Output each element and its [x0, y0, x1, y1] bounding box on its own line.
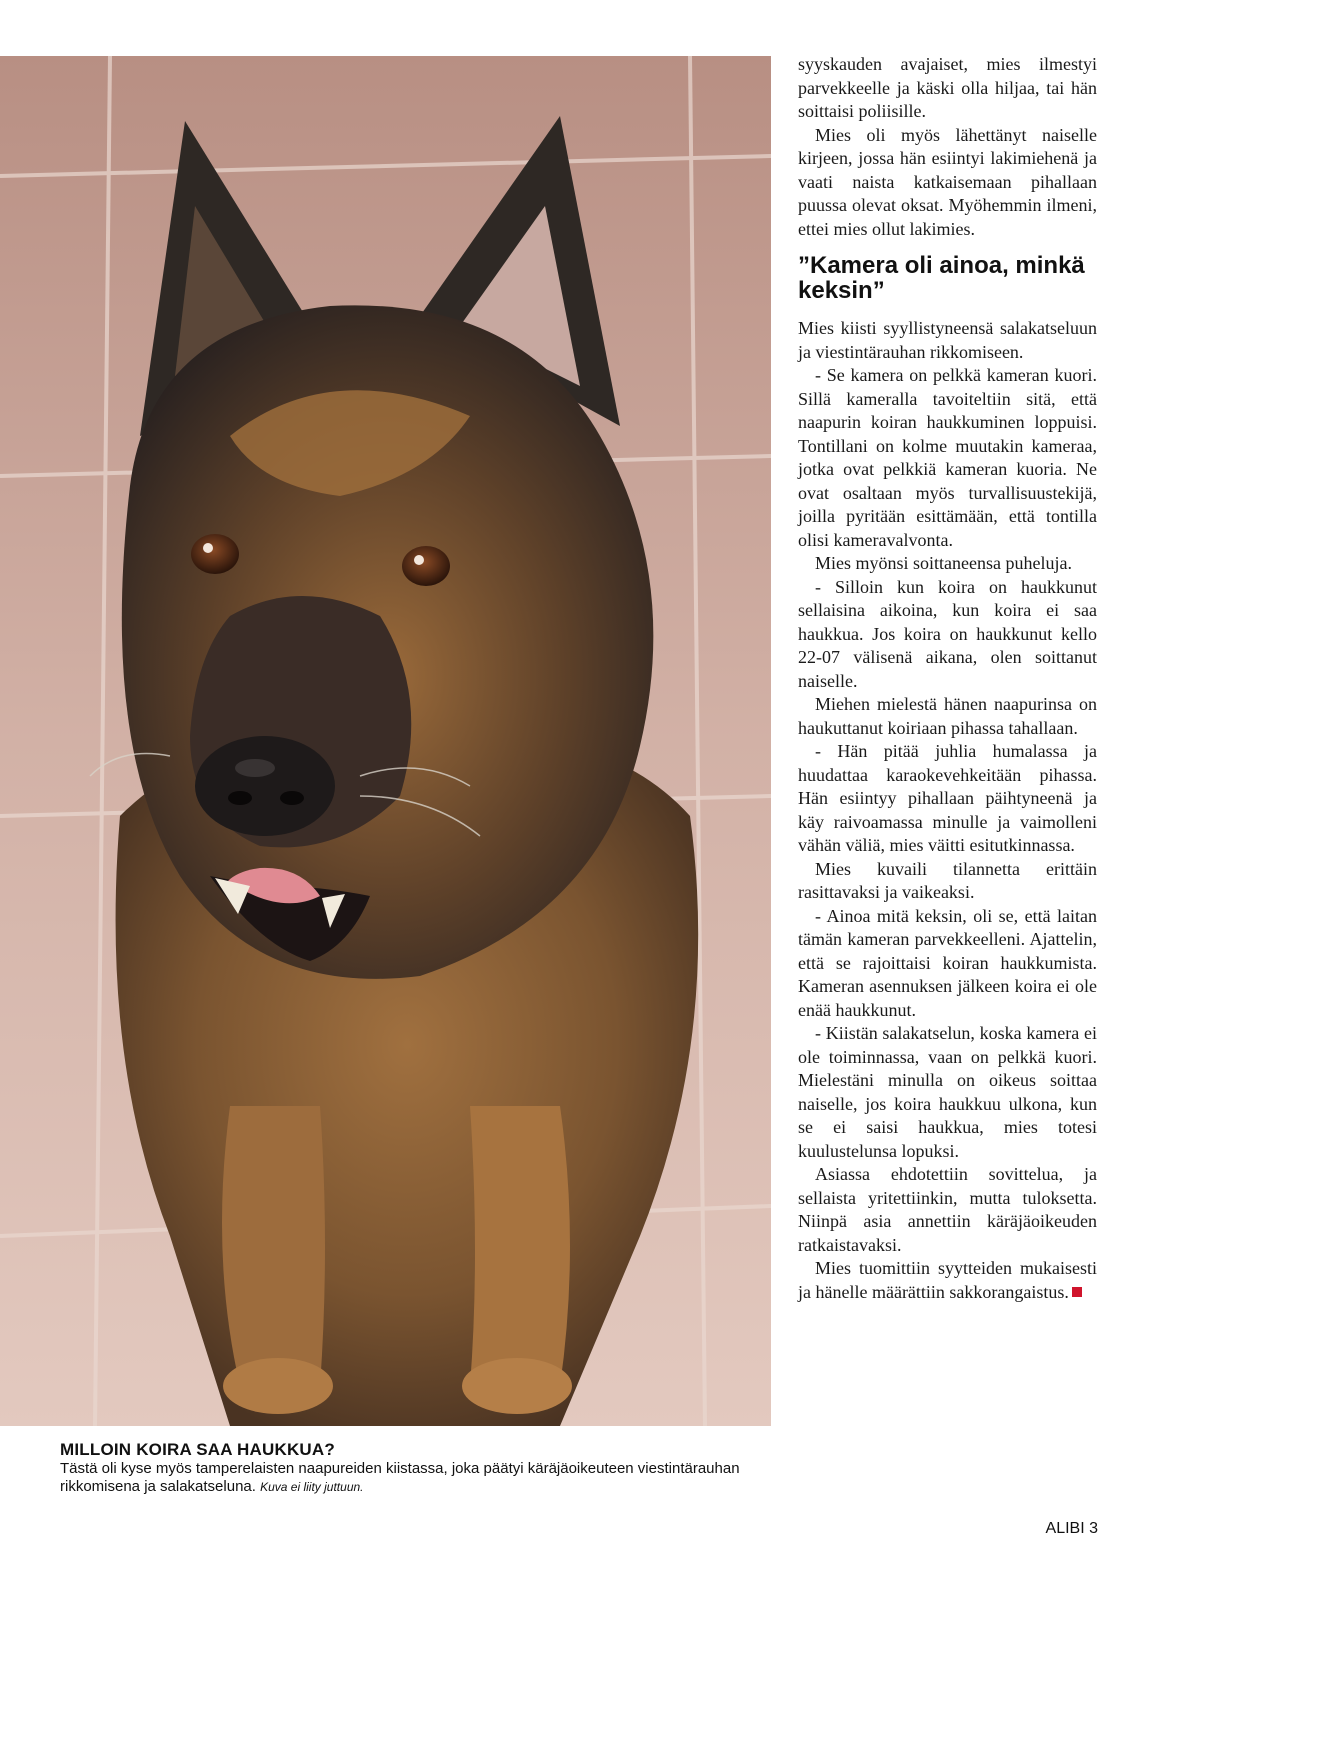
- article-paragraph: - Silloin kun koira on haukkunut sellaisina aikoina, kun koira ei saa haukkua. Jos koira on haukkunut kello 22-07 välisenä aikana, olen soittanut naiselle.: [798, 576, 1097, 691]
- dog-photo: [0, 56, 771, 1426]
- dog-eye-right: [402, 546, 450, 586]
- article-paragraph: - Kiistän salakatselun, koska kamera ei ole toiminnassa, vaan on pelkkä kuori. Mielestäni minulla on oikeus soittaa naiselle, jos koira haukkuu ulkona, kun se ei saisi haukkua, mies totesi kuulustelunsa lopuksi.: [798, 1023, 1097, 1161]
- article-column: [798, 53, 1097, 1304]
- dog-paw-right: [462, 1358, 572, 1414]
- dog-leg-right: [470, 1106, 570, 1386]
- end-mark-square: [1072, 1287, 1082, 1297]
- caption-title: MILLOIN KOIRA SAA HAUKKUA?: [60, 1440, 335, 1459]
- article-paragraph: syyskauden avajaiset, mies ilmestyi parvekkeelle ja käski olla hiljaa, tai hän soittaisi poliisille.: [798, 54, 1097, 121]
- caption-credit: Kuva ei liity juttuun.: [260, 1480, 364, 1494]
- caption-text: Tästä oli kyse myös tamperelaisten naapureiden kiistassa, joka päätyi käräjäoikeuteen viestintärauhan rikkomisena ja salakatseluna.: [60, 1460, 740, 1495]
- article-paragraph: Asiassa ehdotettiin sovittelua, ja sellaista yritettiinkin, mutta tuloksetta. Niinpä asia annettiin käräjäoikeuden ratkaistavaksi.: [798, 1164, 1097, 1255]
- caption-text-block: [60, 1460, 760, 1496]
- german-shepherd-illustration: [0, 56, 771, 1426]
- article-paragraph: Mies kuvaili tilannetta erittäin rasittavaksi ja vaikeaksi.: [798, 858, 1097, 902]
- dog-eye-left: [191, 534, 239, 574]
- article-last-text: Mies tuomittiin syytteiden mukaisesti ja hänelle määrättiin sakkorangaistus.: [798, 1258, 1097, 1302]
- article-paragraph: - Ainoa mitä keksin, oli se, että laitan tämän kameran parvekkeelleni. Ajattelin, että se rajoittaisi koiran haukkumista. Kameran asennuksen jälkeen koira ei ole enää haukkunut.: [798, 905, 1097, 1020]
- article-paragraph: Miehen mielestä hänen naapurinsa on haukuttanut koiriaan pihassa tahallaan.: [798, 694, 1097, 738]
- article-subheading: ”Kamera oli ainoa, minkä keksin”: [798, 252, 1085, 304]
- article-paragraph: - Se kamera on pelkkä kameran kuori. Sillä kameralla tavoiteltiin sitä, että naapurin koiran haukkuminen loppuisi. Tontillani on kolme muutakin kameraa, jotka ovat pelkkiä kameran kuoria. Ne ovat osaltaan myös turvallisuustekijä, joilla pyritään esittämään, että tontilla olisi kameravalvonta.: [798, 365, 1097, 550]
- article-paragraph: - Hän pitää juhlia humalassa ja huudattaa karaokevehkeitään pihassa. Hän esiintyy pihallaan päihtyneenä ja käy raivoamassa minulle ja vaimolleni vähän väliä, mies väitti esitutkinnassa.: [798, 741, 1097, 855]
- page-folio: ALIBI 3: [1045, 1520, 1098, 1537]
- article-paragraph: Mies myönsi soittaneensa puheluja.: [815, 553, 1072, 573]
- article-paragraph: Mies oli myös lähettänyt naiselle kirjeen, jossa hän esiintyi lakimiehenä ja vaati naista katkaisemaan pihallaan puussa olevat oksat. Myöhemmin ilmeni, ettei mies ollut lakimies.: [798, 124, 1097, 239]
- dog-leg-left: [222, 1106, 325, 1386]
- article-paragraph: Mies kiisti syyllistyneensä salakatseluun ja viestintärauhan rikkomiseen.: [798, 318, 1097, 362]
- dog-paw-left: [223, 1358, 333, 1414]
- dog-nose: [195, 736, 335, 836]
- article-last-paragraph: [798, 1257, 1097, 1304]
- photo-caption: [60, 1440, 760, 1496]
